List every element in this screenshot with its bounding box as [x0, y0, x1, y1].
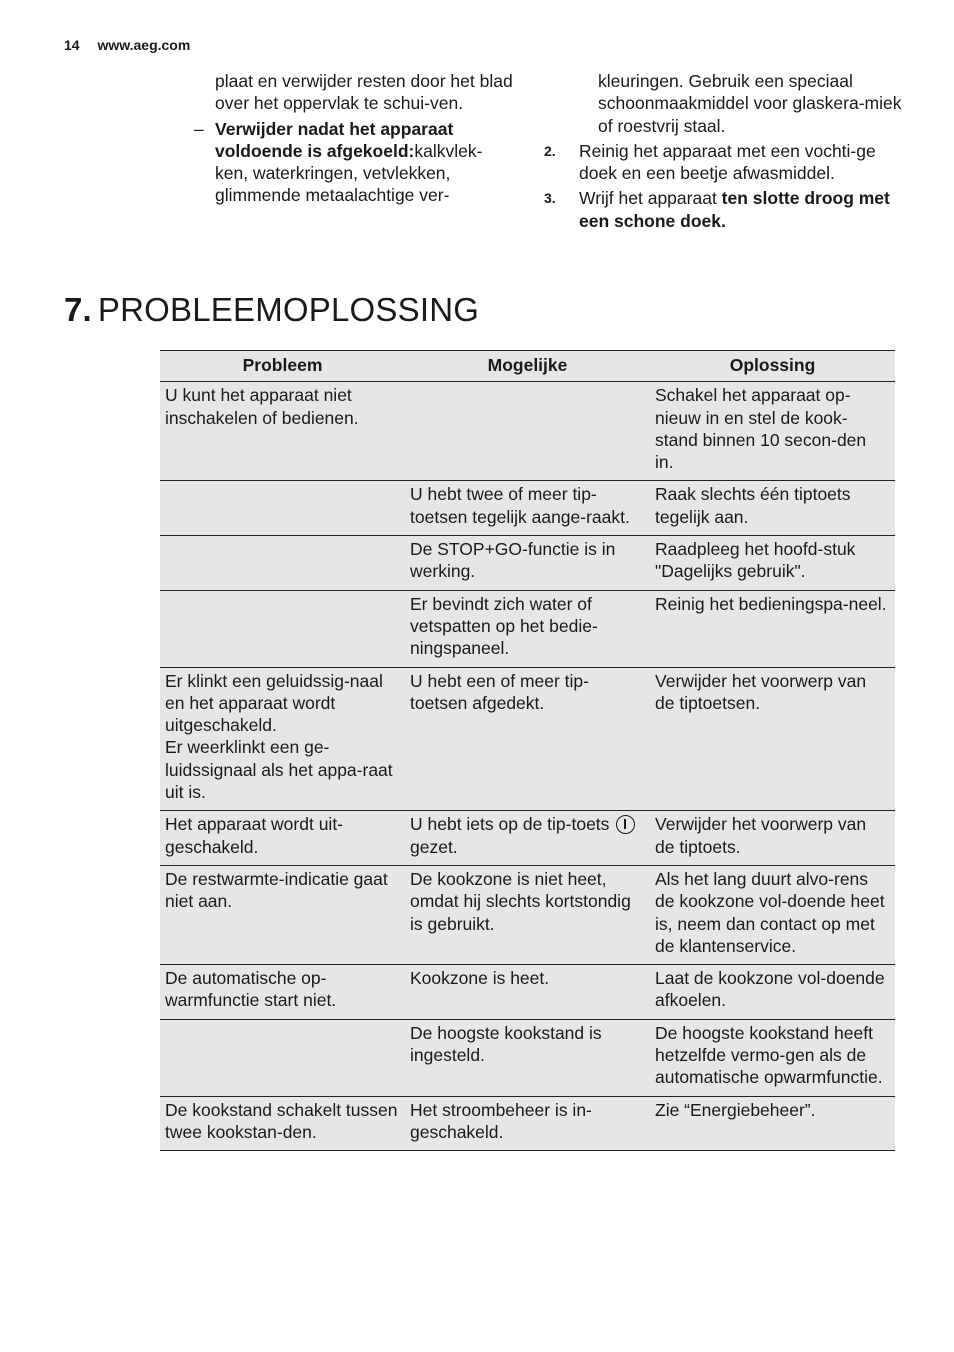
cause-cell: U hebt een of meer tip-toetsen afgedekt.: [405, 667, 650, 811]
continued-paragraph: kleuringen. Gebruik een speciaal schoonmaakmiddel voor glaskera-miek of roestvrij staal.: [598, 71, 902, 136]
item-text: Reinig het apparaat met een vochti-ge doek en een beetje afwasmiddel.: [579, 140, 876, 184]
problem-cell: [160, 590, 405, 667]
solution-cell: Raak slechts één tiptoets tegelijk aan.: [650, 481, 895, 536]
problem-cell: De kookstand schakelt tussen twee kookstan-den.: [160, 1096, 405, 1151]
table-row: [160, 1019, 895, 1096]
cause-cell: De STOP+GO-functie is in werking.: [405, 536, 650, 591]
item-number: 3.: [544, 190, 556, 207]
problem-cell: De automatische op-warmfunctie start niet.: [160, 965, 405, 1020]
item-bold-text: ten slotte droog met een schone doek.: [579, 188, 890, 231]
problem-cell: [160, 667, 405, 811]
table-row: [160, 481, 895, 536]
table-row: [160, 811, 895, 866]
dash-item-bold: Verwijder nadat het apparaat voldoende is afgekoeld:: [215, 118, 454, 161]
website-url: www.aeg.com: [97, 37, 191, 53]
problem-cell: De restwarmte-indicatie gaat niet aan.: [160, 865, 405, 964]
numbered-item-3: [543, 187, 903, 232]
table-row: [160, 382, 895, 481]
solution-cell: Als het lang duurt alvo-rens de kookzone vol-doende heet is, neem dan contact op met de klantenservice.: [650, 865, 895, 964]
cause-cell: De kookzone is niet heet, omdat hij slechts kortstondig is gebruikt.: [405, 865, 650, 964]
table-row: [160, 1096, 895, 1151]
table-row: [160, 667, 895, 811]
solution-cell: Raadpleeg het hoofd-stuk "Dagelijks gebruik".: [650, 536, 895, 591]
solution-cell: Reinig het bedieningspa-neel.: [650, 590, 895, 667]
table-row: [160, 590, 895, 667]
page-number: 14: [64, 37, 80, 53]
cause-cell: Het stroombeheer is in-geschakeld.: [405, 1096, 650, 1151]
header-problem: Probleem: [160, 351, 405, 382]
header-cause: Mogelijke: [405, 351, 650, 382]
cause-text-before: U hebt iets op de tip-toets: [410, 814, 610, 835]
intro-right-column: [543, 70, 903, 232]
numbered-item-2: [543, 140, 903, 185]
problem-cell: [160, 1019, 405, 1096]
header-solution: Oplossing: [650, 351, 895, 382]
cause-cell: [405, 382, 650, 481]
problem-cell: [160, 481, 405, 536]
intro-paragraph: plaat en verwijder resten door het blad over het oppervlak te schui-ven.: [215, 71, 513, 114]
page-header: [64, 37, 190, 53]
solution-cell: Laat de kookzone vol-doende afkoelen.: [650, 965, 895, 1020]
troubleshooting-table: [160, 350, 895, 1151]
cause-cell: De hoogste kookstand is ingesteld.: [405, 1019, 650, 1096]
problem-cell: U kunt het apparaat niet inschakelen of bedienen.: [160, 382, 405, 481]
table-header-row: [160, 351, 895, 382]
solution-cell: Schakel het apparaat op-nieuw in en stel de kook-stand binnen 10 secon-den in.: [650, 382, 895, 481]
section-number: 7.: [64, 291, 92, 328]
problem-text-extra: Er weerklinkt een ge-luidssignaal als het appa-raat uit is.: [165, 737, 393, 803]
intro-left-column: [190, 70, 520, 207]
problem-cell: Het apparaat wordt uit-geschakeld.: [160, 811, 405, 866]
dash-bullet: –: [194, 118, 204, 139]
solution-cell: De hoogste kookstand heeft hetzelfde vermo-gen als de automatische opwarmfunctie.: [650, 1019, 895, 1096]
problem-text: Er klinkt een geluidssig-naal en het apparaat wordt uitgeschakeld.: [165, 670, 383, 736]
cause-text-after: gezet.: [410, 836, 458, 857]
cause-cell: Kookzone is heet.: [405, 965, 650, 1020]
power-icon: [616, 815, 635, 834]
solution-cell: Zie “Energiebeheer”.: [650, 1096, 895, 1151]
item-text: Wrijf het apparaat: [579, 188, 722, 209]
solution-cell: Verwijder het voorwerp van de tiptoetsen.: [650, 667, 895, 811]
table-row: [160, 865, 895, 964]
solution-cell: Verwijder het voorwerp van de tiptoets.: [650, 811, 895, 866]
table-row: [160, 536, 895, 591]
table-row: [160, 965, 895, 1020]
section-heading: [64, 288, 479, 332]
cause-cell: [405, 811, 650, 866]
problem-cell: [160, 536, 405, 591]
dash-item-text-first: kalkvlek-: [414, 140, 483, 161]
item-number: 2.: [544, 142, 556, 159]
section-title: PROBLEEMOPLOSSING: [97, 291, 480, 328]
dash-list-item: [190, 118, 520, 207]
cause-cell: Er bevindt zich water of vetspatten op het bedie-ningspaneel.: [405, 590, 650, 667]
cause-cell: U hebt twee of meer tip-toetsen tegelijk aange-raakt.: [405, 481, 650, 536]
dash-item-text-rest: ken, waterkringen, vetvlekken, glimmende metaalachtige ver-: [215, 163, 451, 206]
